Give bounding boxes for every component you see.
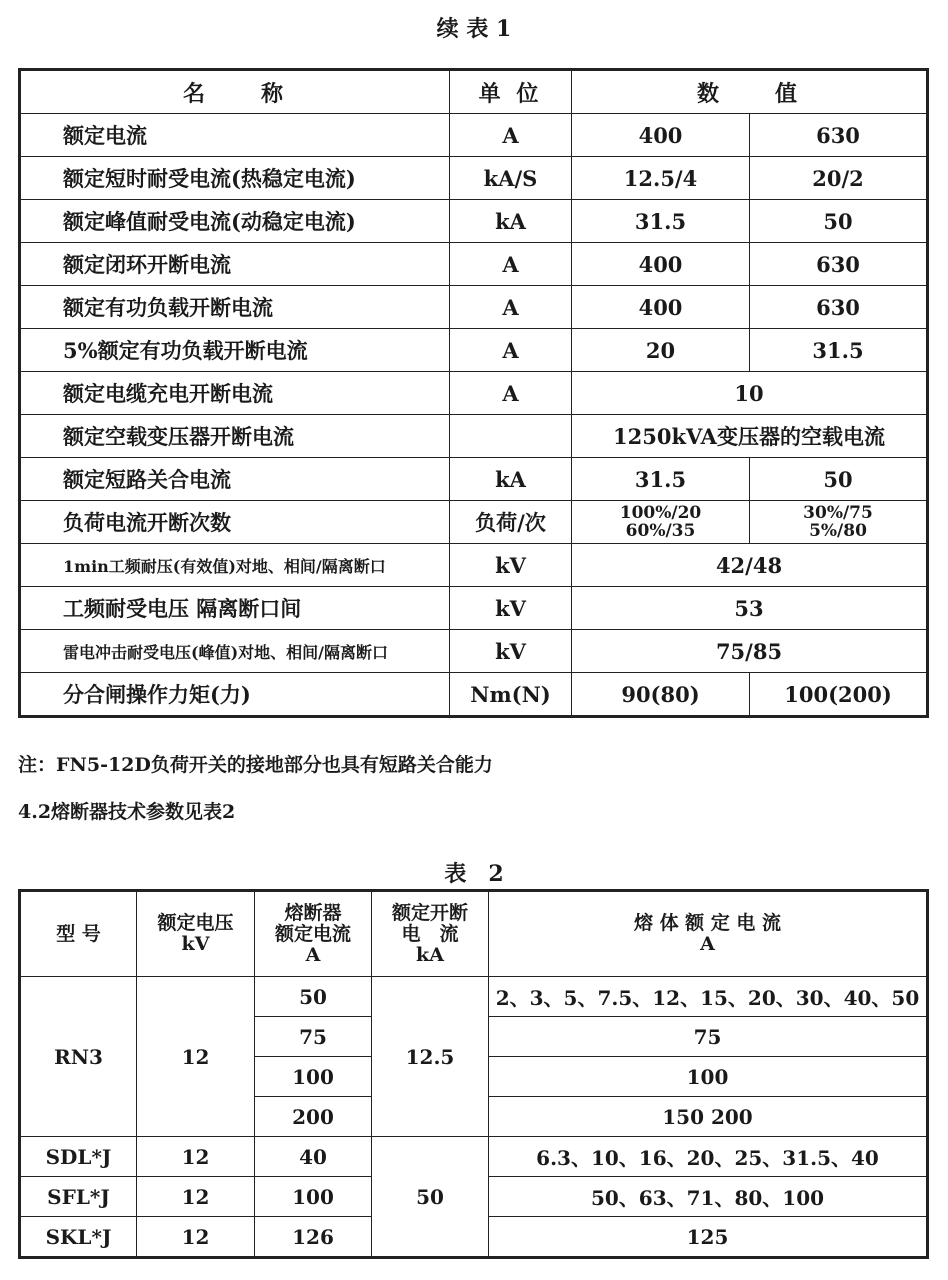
header-breaking-current	[372, 891, 489, 977]
param-value-1: 31.5	[572, 458, 750, 501]
table-row	[20, 673, 928, 717]
header-line: A	[700, 933, 715, 955]
param-name: 额定短时耐受电流(热稳定电流)	[20, 157, 450, 200]
param-value-1: 12.5/4	[572, 157, 750, 200]
param-name: 额定空载变压器开断电流	[20, 415, 450, 458]
table2-header-row	[20, 891, 928, 977]
table-row	[20, 501, 928, 544]
melt-current-cell: 6.3、10、16、20、25、31.5、40	[489, 1137, 928, 1177]
header-line: A	[305, 943, 321, 966]
model-cell: RN3	[20, 977, 137, 1137]
param-unit: kV	[450, 587, 572, 630]
param-value-1: 90(80)	[572, 673, 750, 717]
value-line: 30%/75	[803, 503, 873, 523]
table-row	[20, 286, 928, 329]
header-line: 电 流	[401, 922, 459, 945]
header-rated-voltage	[137, 891, 255, 977]
value-line: 5%/80	[809, 521, 867, 541]
table-row	[20, 329, 928, 372]
param-value-1	[572, 501, 750, 544]
param-unit: A	[450, 114, 572, 157]
param-value-1: 400	[572, 286, 750, 329]
param-unit: A	[450, 372, 572, 415]
param-value: 53	[572, 587, 928, 630]
table-row	[20, 458, 928, 501]
table2-fuse-parameters	[18, 889, 929, 1259]
param-value: 1250kVA变压器的空载电流	[572, 415, 928, 458]
fuse-current-cell: 50	[255, 977, 372, 1017]
param-name: 额定峰值耐受电流(动稳定电流)	[20, 200, 450, 243]
param-name: 额定短路关合电流	[20, 458, 450, 501]
table-row	[20, 114, 928, 157]
breaking-cell: 50	[372, 1137, 489, 1258]
value-line: 100%/20	[619, 503, 702, 523]
melt-current-cell: 2、3、5、7.5、12、15、20、30、40、50	[489, 977, 928, 1017]
table-row	[20, 977, 928, 1017]
header-line: kV	[181, 933, 210, 955]
param-value-2: 31.5	[750, 329, 928, 372]
param-name: 额定有功负载开断电流	[20, 286, 450, 329]
param-value-1: 400	[572, 114, 750, 157]
table-row	[20, 200, 928, 243]
param-unit: A	[450, 286, 572, 329]
param-unit: Nm(N)	[450, 673, 572, 717]
param-value: 42/48	[572, 544, 928, 587]
note-text: 注：FN5-12D负荷开关的接地部分也具有短路关合能力	[18, 754, 493, 776]
fuse-current-cell: 40	[255, 1137, 372, 1177]
header-fuse-rated-current	[255, 891, 372, 977]
param-name: 负荷电流开断次数	[20, 501, 450, 544]
table-row	[20, 1137, 928, 1177]
param-unit: A	[450, 329, 572, 372]
param-name: 分合闸操作力矩(力)	[20, 673, 450, 717]
header-line: 额定电流	[274, 922, 351, 945]
param-value: 10	[572, 372, 928, 415]
melt-current-cell: 50、63、71、80、100	[489, 1177, 928, 1217]
param-unit	[450, 415, 572, 458]
fuse-current-cell: 200	[255, 1097, 372, 1137]
header-line: 额定电压	[157, 912, 234, 934]
voltage-cell: 12	[137, 977, 255, 1137]
model-cell: SFL*J	[20, 1177, 137, 1217]
table1-header-row	[20, 70, 928, 114]
table-row	[20, 243, 928, 286]
param-unit: kA	[450, 200, 572, 243]
header-model: 型 号	[20, 891, 137, 977]
param-value-1: 400	[572, 243, 750, 286]
param-value-2: 50	[750, 458, 928, 501]
breaking-cell: 12.5	[372, 977, 489, 1137]
table-row	[20, 630, 928, 673]
param-name: 1min工频耐压(有效值)对地、相间/隔离断口	[20, 544, 450, 587]
param-value-2: 20/2	[750, 157, 928, 200]
fuse-current-cell: 126	[255, 1217, 372, 1258]
param-name: 额定电缆充电开断电流	[20, 372, 450, 415]
param-name: 5%额定有功负载开断电流	[20, 329, 450, 372]
fuse-current-cell: 75	[255, 1017, 372, 1057]
param-name: 额定电流	[20, 114, 450, 157]
header-line: kA	[416, 943, 444, 966]
header-line: 熔 体 额 定 电 流	[633, 912, 782, 934]
voltage-cell: 12	[137, 1177, 255, 1217]
param-value-2: 630	[750, 243, 928, 286]
value-line: 60%/35	[625, 521, 696, 541]
fuse-current-cell: 100	[255, 1177, 372, 1217]
param-value-2: 50	[750, 200, 928, 243]
voltage-cell: 12	[137, 1217, 255, 1258]
fuse-current-cell: 100	[255, 1057, 372, 1097]
table-row	[20, 415, 928, 458]
header-name: 名 称	[20, 70, 450, 114]
table-row	[20, 587, 928, 630]
header-unit: 单 位	[450, 70, 572, 114]
param-name: 工频耐受电压 隔离断口间	[20, 587, 450, 630]
model-cell: SDL*J	[20, 1137, 137, 1177]
table2-caption: 表 2	[444, 861, 504, 887]
header-line: 熔断器	[284, 901, 342, 924]
header-line: 额定开断	[391, 901, 468, 924]
melt-current-cell: 100	[489, 1057, 928, 1097]
param-value: 75/85	[572, 630, 928, 673]
table-row	[20, 157, 928, 200]
param-unit: kA/S	[450, 157, 572, 200]
param-value-2: 630	[750, 286, 928, 329]
param-value-1: 31.5	[572, 200, 750, 243]
param-value-2: 630	[750, 114, 928, 157]
param-name: 雷电冲击耐受电压(峰值)对地、相间/隔离断口	[20, 630, 450, 673]
melt-current-cell: 150 200	[489, 1097, 928, 1137]
melt-current-cell: 125	[489, 1217, 928, 1258]
param-value-2: 100(200)	[750, 673, 928, 717]
param-unit: kA	[450, 458, 572, 501]
table-row	[20, 372, 928, 415]
param-value-1: 20	[572, 329, 750, 372]
header-value: 数 值	[572, 70, 928, 114]
melt-current-cell: 75	[489, 1017, 928, 1057]
voltage-cell: 12	[137, 1137, 255, 1177]
param-unit: kV	[450, 630, 572, 673]
param-unit: A	[450, 243, 572, 286]
section-text: 4.2熔断器技术参数见表2	[18, 801, 236, 823]
table1-parameters	[18, 68, 929, 718]
table1-caption: 续 表 1	[436, 16, 512, 42]
param-unit: kV	[450, 544, 572, 587]
param-unit: 负荷/次	[450, 501, 572, 544]
param-value-2	[750, 501, 928, 544]
param-name: 额定闭环开断电流	[20, 243, 450, 286]
model-cell: SKL*J	[20, 1217, 137, 1258]
header-melt-rated-current	[489, 891, 928, 977]
table-row	[20, 544, 928, 587]
